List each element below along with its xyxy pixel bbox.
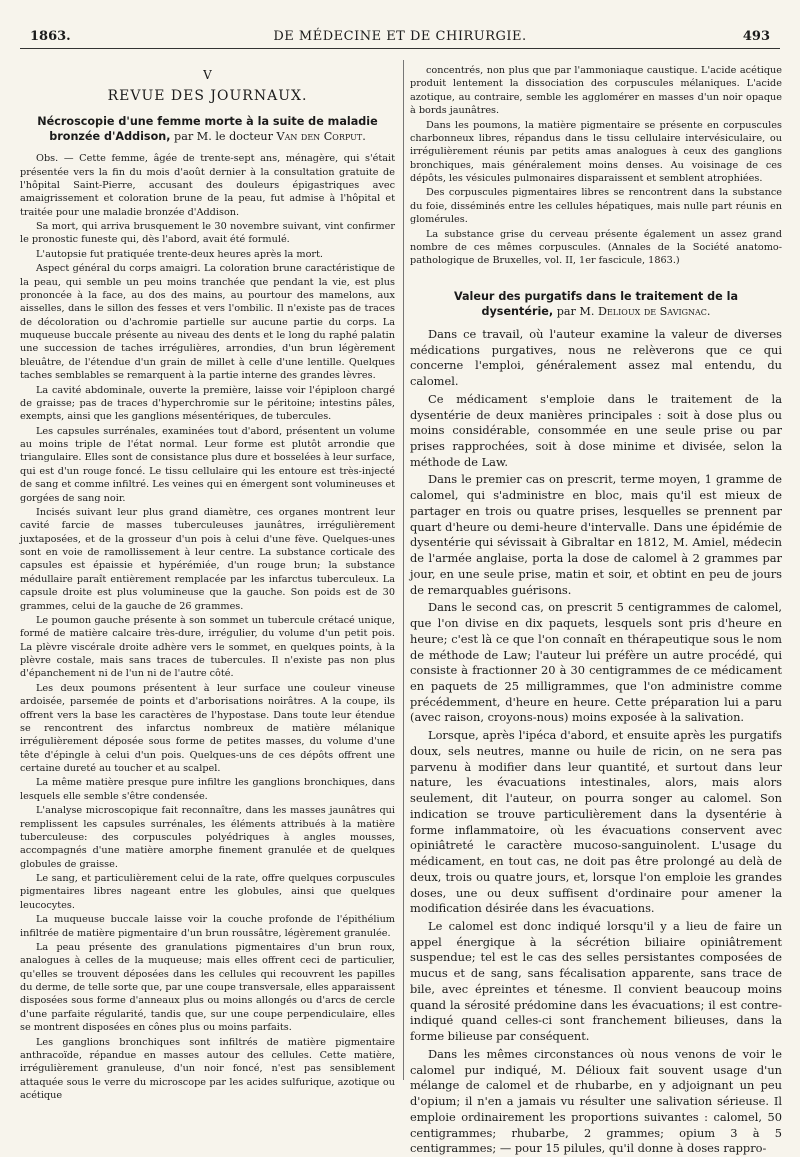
paragraph: Le sang, et particulièrement celui de la rate, offre quelques corpuscules pigmentaires libres nageant entre les globules, ainsi que quelques leucocytes. [20, 873, 395, 911]
paragraph: La substance grise du cerveau présente également un assez grand nombre de ces mêmes corpuscules. (Annales de la Société anatomo-pathologique de Bruxelles, vol. II, 1er fascicule, 1863.) [410, 228, 782, 267]
paragraph: Dans les poumons, la matière pigmentaire se présente en corpuscules charbonneux libres, répandus dans le tissu cellulaire intervésiculaire, ou irrégulièrement réunis par petits amas analogues à ceux des ganglions bronchiques, mais généralement moins denses. Au voisinage de ces dépôts, les vésicules pulmonaires disparaissent et semblent atrophiées. [410, 119, 782, 184]
paragraph: Obs. — Cette femme, âgée de trente-sept ans, ménagère, qui s'était présentée vers la fin du mois d'août dernier à la consultation gratuite de l'hôpital Saint-Pierre, accusant des douleurs épigastriques avec amaigrissement et coloration brune de la peau, fut admise à l'hôpital et traitée pour une maladie bronzée d'Addison. [20, 153, 395, 218]
article-body [20, 152, 395, 1102]
article-author-prefix: par M. le docteur [170, 130, 277, 144]
paragraph: L'analyse microscopique fait reconnaître, dans les masses jaunâtres qui remplissent les capsules surrénales, les éléments attribués à la matière tuberculeuse: des corpuscules polyédriques à angles mousses, accompagnés d'une matière amorphe finement granulée et de quelques globules de graisse. [20, 805, 395, 870]
column-divider [403, 60, 404, 1080]
paragraph: Ce médicament s'emploie dans le traitement de la dysentérie de deux manières principales : soit à dose plus ou moins considérable, consommée en une seule prise ou par prises rapprochées, soit à dose minime et divisée, selon la méthode de Law. [410, 391, 782, 469]
article-body [410, 327, 782, 1157]
article-author-name: Van den Corput. [276, 130, 366, 144]
paragraph: Les capsules surrénales, examinées tout d'abord, présentent un volume au moins triple de l'état normal. Leur forme est plutôt arrondie que triangulaire. Elles sont de consistance plus dure et bosselées à leur surface, qui est d'un rouge foncé. Le tissu cellulaire qui les entoure est très-injecté de sang et comme infiltré. Les veines qui en émergent sont volumineuses et gorgées de sang noir. [20, 425, 395, 504]
article-title [30, 114, 385, 144]
running-header [20, 26, 780, 49]
spacer [410, 269, 782, 283]
paragraph: Le poumon gauche présente à son sommet un tubercule crétacé unique, formé de matière calcaire très-dure, irrégulier, du volume d'un petit pois. La plèvre viscérale droite adhère vers le sommet, en quelques points, à la plèvre costale, mais sans traces de tubercules. Il n'existe pas non plus d'épanchement ni de l'un ni de l'autre côté. [20, 614, 395, 680]
paragraph: Lorsque, après l'ipéca d'abord, et ensuite après les purgatifs doux, sels neutres, manne ou huile de ricin, on ne sera pas parvenu à modifier dans leur quantité, et surtout dans leur nature, les évacuations intestinales, alors, mais alors seulement, dit l'auteur, on pourra songer au calomel. Son indication se trouve particulièrement dans la dysentérie à forme inflammatoire, où les évacuations conservent avec opiniâtreté le caractère mucoso-sanguinolent. L'usage du médicament, en tout cas, ne doit pas être prolongé au delà de deux, trois ou quatre jours, et, lorsque l'on emploie les grandes doses, une ou deux suffisent d'ordinaire pour amener la modification désirée dans les évacuations. [410, 728, 782, 916]
paragraph: concentrés, non plus que par l'ammoniaque caustique. L'acide acétique produit lentement la dissociation des corpuscules mélaniques. L'acide azotique, au contraire, semble les agglomérer en masses d'un noir opaque à bords jaunâtres. [410, 65, 782, 117]
paragraph: La muqueuse buccale laisse voir la couche profonde de l'épithélium infiltrée de matière pigmentaire d'un brun roussâtre, légèrement granulée. [20, 914, 395, 939]
paragraph: La cavité abdominale, ouverte la première, laisse voir l'épiploon chargé de graisse; pas de traces d'hyperchromie sur le péritoine; intestins pâles, exempts, ainsi que les ganglions mésentériques, de tubercules. [20, 384, 395, 423]
section-mark: V [203, 68, 212, 82]
paragraph: Aspect général du corps amaigri. La coloration brune caractéristique de la peau, qui semble un peu moins tranchée que pendant la vie, est plus prononcée à la face, au dos des mains, au pourtour des mamelons, aux aisselles, dans le sillon des fesses et vers l'ombilic. Il n'existe pas de traces de décoloration ou d'achromie partielle sur aucune partie du corps. La muqueuse buccale présente au niveau des dents et le long du raphé palatin une succession de taches irrégulières, arrondies, d'un brun légèrement bleuâtre, de l'étendue d'un grain de millet à celle d'une lentille. Quelques taches semblables se remarquent à la partie interne des grandes lèvres. [20, 263, 395, 382]
article-author-prefix: par M. [553, 304, 598, 318]
paragraph: Les ganglions bronchiques sont infiltrés de matière pigmentaire anthracoïde, répandue en masses autour des cellules. Cette matière, irrégulièrement granuleuse, d'un noir foncé, n'est pas sensiblement attaquée sous le verre du microscope par les acides sulfurique, azotique ou acétique [20, 1036, 395, 1102]
paragraph: La peau présente des granulations pigmentaires d'un brun roux, analogues à celles de la muqueuse; mais elles offrent ceci de particulier, qu'elles se trouvent déposées dans les cellules qui recouvrent les papilles du derme, de telle sorte que, par une coupe transversale, elles apparaissent disposées sous forme d'anneaux plus ou moins allongés ou d'arcs de cercle d'une parfaite régularité, tandis que, sur une coupe perpendiculaire, elles se montrent disposées en cônes plus ou moins parfaits. [20, 941, 395, 1034]
paragraph: Dans le premier cas on prescrit, terme moyen, 1 gramme de calomel, qui s'administre en bloc, mais qu'il est mieux de partager en trois ou quatre prises, lesquelles se prennent par quart d'heure ou demi-heure d'intervalle. Dans une épidémie de dysentérie qui sévissait à Gibraltar en 1812, M. Amiel, médecin de l'armée anglaise, porta la dose de calomel à 2 grammes par jour, en une seule prise, matin et soir, et obtint en peu de jours de remarquables guérisons. [410, 472, 782, 597]
paragraph: Incisés suivant leur plus grand diamètre, ces organes montrent leur cavité farcie de masses tuberculeuses jaunâtres, irrégulièrement juxtaposées, et de la grosseur d'un pois à celui d'une fève. Quelques-unes sont en voie de ramollissement à leur centre. La substance corticale des capsules est épaissie et hypérémiée, d'un rouge brun; la substance médullaire paraît entièrement remplacée par les infarctus tuberculeux. La capsule droite est plus volumineuse que la gauche. Son poids est de 30 grammes, celui de la gauche de 26 grammes. [20, 506, 395, 612]
article-title [420, 289, 772, 319]
right-column [410, 64, 782, 1156]
paragraph: Dans ce travail, où l'auteur examine la valeur de diverses médications purgatives, nous ne relèverons que ce qui concerne l'emploi, généralement assez mal entendu, du calomel. [410, 326, 782, 389]
article-title-text: Nécroscopie d'une femme morte à la suite de maladie bronzée d'Addison, [37, 115, 378, 144]
paragraph: L'autopsie fut pratiquée trente-deux heures après la mort. [36, 248, 324, 260]
paragraph: Dans les mêmes circonstances où nous venons de voir le calomel pur indiqué, M. Délioux fait souvent usage d'un mélange de calomel et de rhubarbe, en y adjoignant un peu d'opium; il n'en a jamais vu résulter une salivation sérieuse. Il emploie ordinairement les proportions suivantes : calomel, 50 centigrammes; rhubarbe, 2 grammes; opium 3 à 5 centigrammes; — pour 15 pilules, qu'il donne à doses rappro- [410, 1046, 782, 1156]
article-author-name: Delioux de Savignac. [598, 304, 711, 318]
paragraph: Les deux poumons présentent à leur surface une couleur vineuse ardoisée, parsemée de points et d'arborisations noirâtres. A la coupe, ils offrent vers la base les caractères de l'hypostase. Dans toute leur étendue se rencontrent des infarctus nombreux de matière mélanique irrégulièrement déposée sous forme de petites masses, du volume d'une tête d'épingle à celui d'un pois. Quelques-uns de ces dépôts offrent une certaine dureté au toucher et au scalpel. [20, 682, 395, 775]
paragraph: La même matière presque pure infiltre les ganglions bronchiques, dans lesquels elle semble s'être condensée. [20, 777, 395, 802]
paragraph: Le calomel est donc indiqué lorsqu'il y a lieu de faire un appel énergique à la sécrétion biliaire opiniâtrement suspendue; tel est le cas des selles persistantes composées de mucus et de sang, sans fécalisation apparente, sans trace de bile, avec épreintes et ténesme. Il convient beaucoup moins quand la sérosité prédomine dans les évacuations; il est contre-indiqué quand celles-ci sont franchement bilieuses, dans la forme bilieuse par conséquent. [410, 919, 782, 1044]
header-title: DE MÉDECINE ET DE CHIRURGIE. [273, 29, 527, 44]
header-year: 1863. [30, 29, 71, 44]
article-continuation [410, 64, 782, 268]
paragraph: Des corpuscules pigmentaires libres se rencontrent dans la substance du foie, disséminés entre les cellules hépatiques, mais nulle part réunis en glomérules. [410, 187, 782, 226]
paragraph: Sa mort, qui arriva brusquement le 30 novembre suivant, vint confirmer le pronostic funeste qui, dès l'abord, avait été formulé. [20, 221, 395, 246]
page-number: 493 [742, 29, 770, 44]
paragraph: Dans le second cas, on prescrit 5 centigrammes de calomel, que l'on divise en dix paquets, lesquels sont pris d'heure en heure; c'est là ce que l'on connaît en thérapeutique sous le nom de méthode de Law; l'auteur lui préfère un autre procédé, qui consiste à fractionner 20 à 30 centigrammes de ce médicament en paquets de 25 milligrammes, que l'on administre comme précédemment, d'heure en heure. Cette préparation lui a paru (avec raison, croyons-nous) moins exposée à la salivation. [410, 600, 782, 725]
section-heading: REVUE DES JOURNAUX. [107, 88, 308, 104]
article-title-text: Valeur des purgatifs dans le traitement de la dysentérie, [453, 289, 739, 318]
left-column [20, 64, 395, 1102]
